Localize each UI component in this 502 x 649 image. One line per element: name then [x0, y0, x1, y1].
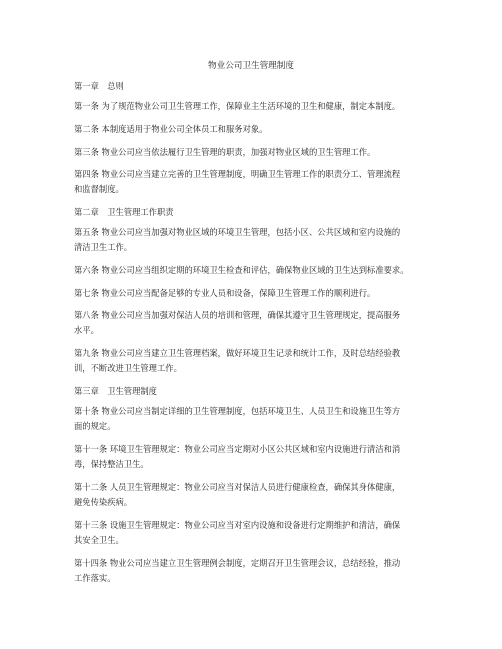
text-line: 其安全卫生。 — [74, 535, 124, 545]
article-paragraph — [74, 167, 434, 197]
article-paragraph — [74, 556, 434, 586]
text-line: 第十一条 环境卫生管理规定：物业公司应当定期对小区公共区域和室内设施进行清洁和消 — [74, 444, 401, 454]
article-paragraph — [74, 518, 434, 548]
text-line: 毒，保持整洁卫生。 — [74, 459, 149, 469]
article-paragraph — [74, 99, 434, 114]
chapter-heading — [74, 205, 434, 220]
text-line: 第十二条 人员卫生管理规定：物业公司应当对保洁人员进行健康检查，确保其身体健康， — [74, 482, 401, 492]
text-line: 面的规定。 — [74, 421, 116, 431]
chapter-heading — [74, 384, 434, 399]
text-line: 水平。 — [74, 325, 99, 335]
text-line: 第一条 为了规范物业公司卫生管理工作，保障业主生活环境的卫生和健康，制定本制度。 — [74, 101, 401, 111]
text-line: 和监督制度。 — [74, 184, 124, 194]
text-line: 第三条 物业公司应当依法履行卫生管理的职责，加强对物业区域的卫生管理工作。 — [74, 147, 376, 157]
text-line: 避免传染疾病。 — [74, 497, 133, 507]
article-paragraph — [74, 122, 434, 137]
text-line: 第七条 物业公司应当配备足够的专业人员和设备，保障卫生管理工作的顺利进行。 — [74, 288, 376, 298]
article-paragraph — [74, 480, 434, 510]
article-paragraph — [74, 442, 434, 472]
article-paragraph — [74, 145, 434, 160]
text-line: 第六条 物业公司应当组织定期的环境卫生检查和评估，确保物业区域的卫生达到标准要求。 — [74, 265, 409, 275]
text-line: 第四条 物业公司应当建立完善的卫生管理制度，明确卫生管理工作的职责分工、管理流程 — [74, 169, 401, 179]
article-paragraph — [74, 346, 434, 376]
article-paragraph — [74, 263, 434, 278]
text-line: 第五条 物业公司应当加强对物业区域的环境卫生管理，包括小区、公共区域和室内设施的 — [74, 227, 401, 237]
text-line: 清洁卫生工作。 — [74, 242, 133, 252]
article-paragraph — [74, 286, 434, 301]
chapter-heading — [74, 79, 434, 94]
text-line: 第十四条 物业公司应当建立卫生管理例会制度，定期召开卫生管理会议，总结经验，推动 — [74, 558, 401, 568]
text-line: 第三章 卫生管理制度 — [74, 386, 157, 396]
text-line: 第十条 物业公司应当制定详细的卫生管理制度，包括环境卫生、人员卫生和设施卫生等方 — [74, 406, 401, 416]
article-paragraph — [74, 225, 434, 255]
text-line: 第八条 物业公司应当加强对保洁人员的培训和管理，确保其遵守卫生管理规定，提高服务 — [74, 310, 401, 320]
text-line: 第二条 本制度适用于物业公司全体员工和服务对象。 — [74, 124, 268, 134]
text-line: 第一章 总则 — [74, 81, 124, 91]
text-line: 第二章 卫生管理工作职责 — [74, 207, 174, 217]
article-paragraph — [74, 404, 434, 434]
text-line: 训，不断改进卫生管理工作。 — [74, 363, 182, 373]
document-title: 物业公司卫生管理制度 — [208, 61, 294, 71]
article-paragraph — [74, 308, 434, 338]
text-line: 第九条 物业公司应当建立卫生管理档案，做好环境卫生记录和统计工作，及时总结经验教 — [74, 348, 401, 358]
text-line: 第十三条 设施卫生管理规定：物业公司应当对室内设施和设备进行定期维护和清洁，确保 — [74, 520, 401, 530]
text-line: 工作落实。 — [74, 573, 116, 583]
